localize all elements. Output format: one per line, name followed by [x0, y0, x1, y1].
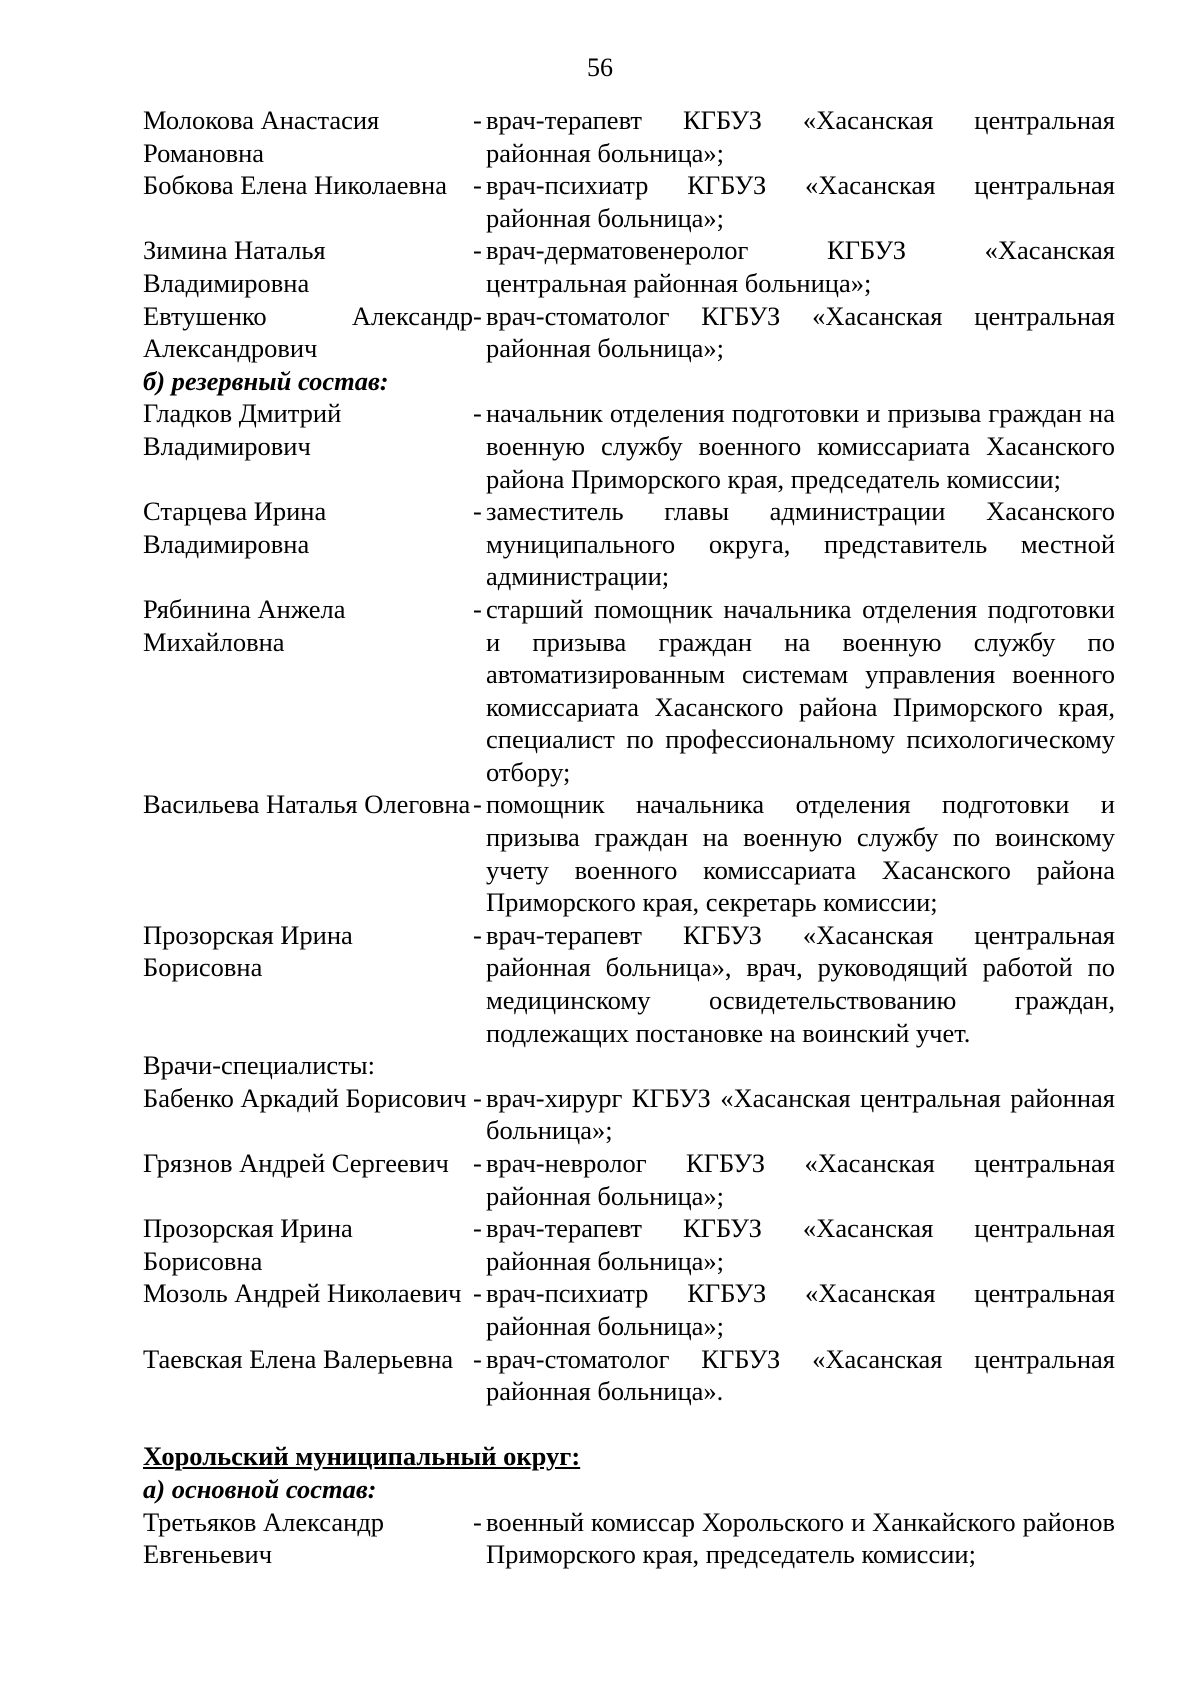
member-name: Гладков Дмитрий Владимирович	[143, 398, 342, 461]
member-row	[143, 397, 1115, 495]
member-name: Старцева Ирина Владимировна	[143, 496, 327, 559]
member-description: - врач-стоматолог КГБУЗ «Хасанская центральная районная больница»;	[473, 300, 1115, 364]
member-description: - врач-невролог КГБУЗ «Хасанская центральная районная больница»;	[473, 1148, 1115, 1211]
member-description: - старший помощник начальника отделения подготовки и призыва граждан на военную службу по автоматизированным системам управления военного комиссариата Хасанского района Приморского края, специалист по профессиональному психологическому отбору;	[473, 593, 1115, 787]
member-name: Прозорская Ирина Борисовна	[143, 919, 353, 983]
member-description: - врач-хирург КГБУЗ «Хасанская центральная районная больница»;	[473, 1082, 1115, 1146]
member-row	[143, 169, 1115, 234]
member-name: Таевская Елена Валерьевна	[143, 1343, 454, 1374]
member-description: - врач-стоматолог КГБУЗ «Хасанская центральная районная больница».	[473, 1343, 1115, 1407]
member-row	[143, 104, 1115, 169]
member-name: Мозоль Андрей Николаевич	[143, 1278, 462, 1309]
member-name: Рябинина Анжела Михайловна	[143, 593, 346, 657]
member-name: Молокова Анастасия Романовна	[143, 105, 380, 168]
member-name: Зимина Наталья Владимировна	[143, 235, 326, 298]
member-description: - военный комиссар Хорольского и Ханкайского районов Приморского края, председатель комиссии;	[473, 1506, 1115, 1570]
member-description: - врач-психиатр КГБУЗ «Хасанская центральная районная больница»;	[473, 170, 1115, 233]
member-row	[143, 1082, 1115, 1147]
member-name: Третьяков Александр Евгеньевич	[143, 1506, 385, 1570]
member-description: - врач-терапевт КГБУЗ «Хасанская центральная районная больница»;	[473, 1213, 1115, 1276]
member-row	[143, 593, 1115, 789]
document-body	[143, 104, 1115, 1571]
member-description: - врач-терапевт КГБУЗ «Хасанская центральная районная больница»;	[473, 105, 1115, 168]
member-row	[143, 919, 1115, 1049]
member-name: Васильева Наталья Олеговна	[143, 789, 471, 820]
member-row	[143, 234, 1115, 299]
member-row	[143, 495, 1115, 593]
member-description: - помощник начальника отделения подготовки и призыва граждан на военную службу по воинскому учету военного комиссариата Хасанского района Приморского края, секретарь комиссии;	[473, 789, 1115, 918]
member-name: Грязнов Андрей Сергеевич	[143, 1148, 449, 1178]
specialists-label: Врачи-специалисты:	[143, 1050, 375, 1081]
member-row	[143, 300, 1115, 365]
member-row	[143, 1506, 1115, 1571]
member-name: Прозорская Ирина Борисовна	[143, 1213, 353, 1276]
member-description: - заместитель главы администрации Хасанского муниципального округа, представитель местной администрации;	[473, 496, 1115, 592]
member-row	[143, 1277, 1115, 1342]
page-number: 56	[587, 53, 613, 82]
member-row	[143, 1343, 1115, 1408]
section-title: Хорольский муниципальный округ:	[143, 1441, 581, 1472]
member-description: - врач-дерматовенеролог КГБУЗ «Хасанская центральная районная больница»;	[473, 235, 1115, 298]
member-description: - начальник отделения подготовки и призыва граждан на военную службу военного комиссариата Хасанского района Приморского края, председатель комиссии;	[473, 398, 1115, 494]
member-row	[143, 788, 1115, 918]
member-description: - врач-терапевт КГБУЗ «Хасанская центральная районная больница», врач, руководящий работой по медицинскому освидетельствованию граждан, подлежащих постановке на воинский учет.	[473, 919, 1115, 1048]
member-row	[143, 1212, 1115, 1277]
main-heading: а) основной состав:	[143, 1473, 377, 1504]
member-name: Бобкова Елена Николаевна	[143, 170, 447, 201]
reserve-heading: б) резервный состав:	[143, 365, 389, 396]
member-row	[143, 1147, 1115, 1212]
member-name: Бабенко Аркадий Борисович	[143, 1082, 467, 1113]
member-name: Евтушенко Александр Александрович	[143, 300, 473, 364]
member-description: - врач-психиатр КГБУЗ «Хасанская центральная районная больница»;	[473, 1278, 1115, 1341]
